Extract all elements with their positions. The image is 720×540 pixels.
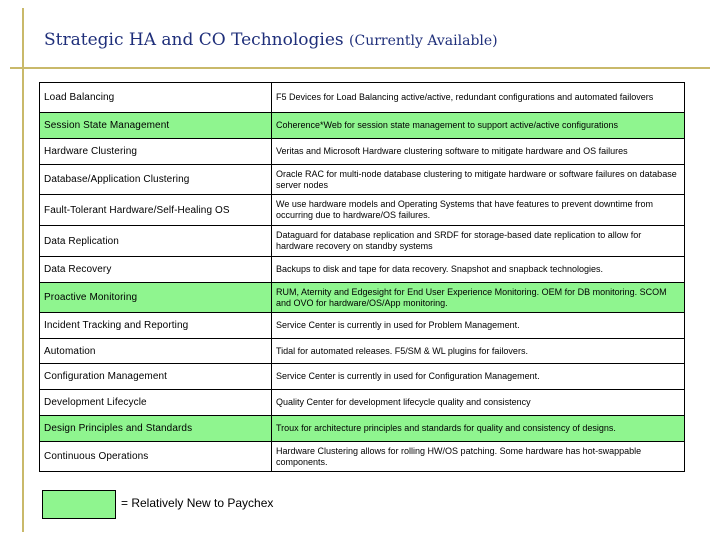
technology-description: RUM, Aternity and Edgesight for End User Experience Monitoring. OEM for DB monitoring. SCOM and OVO for hardware/OS/App monitoring. [272,283,685,313]
technology-name: Database/Application Clustering [40,165,272,195]
table-row [40,226,685,257]
table-row [40,195,685,226]
table-row [40,416,685,442]
table-row [40,364,685,390]
page-title [44,30,498,50]
table-row [40,339,685,364]
legend-label: = Relatively New to Paychex [121,496,274,510]
title-main: Strategic HA and CO Technologies [44,30,344,50]
technology-name: Design Principles and Standards [40,416,272,442]
horizontal-rule [10,67,710,69]
technology-description: Hardware Clustering allows for rolling HW/OS patching. Some hardware has hot-swappable components. [272,442,685,472]
table-row [40,313,685,339]
technologies-table [39,82,685,472]
technology-name: Load Balancing [40,83,272,113]
technology-description: Backups to disk and tape for data recovery. Snapshot and snapback technologies. [272,257,685,283]
technology-name: Automation [40,339,272,364]
technology-description: Coherence*Web for session state management to support active/active configurations [272,113,685,139]
technology-name: Data Recovery [40,257,272,283]
technology-description: Service Center is currently in used for Problem Management. [272,313,685,339]
technology-description: F5 Devices for Load Balancing active/active, redundant configurations and automated failovers [272,83,685,113]
technology-description: Oracle RAC for multi-node database clustering to mitigate hardware or software failures on database server nodes [272,165,685,195]
table-row [40,442,685,472]
technology-name: Session State Management [40,113,272,139]
table-row [40,283,685,313]
technology-description: Veritas and Microsoft Hardware clustering software to mitigate hardware and OS failures [272,139,685,165]
table-row [40,139,685,165]
table-row [40,165,685,195]
technology-description: Service Center is currently in used for Configuration Management. [272,364,685,390]
technology-name: Proactive Monitoring [40,283,272,313]
technology-name: Hardware Clustering [40,139,272,165]
table-row [40,390,685,416]
technology-description: Dataguard for database replication and SRDF for storage-based date replication to allow for hardware recovery on standby systems [272,226,685,257]
table-row [40,83,685,113]
legend-swatch [42,490,116,519]
technology-name: Fault-Tolerant Hardware/Self-Healing OS [40,195,272,226]
title-sub: (Currently Available) [349,33,498,49]
table-row [40,257,685,283]
vertical-rule [22,8,24,532]
technology-description: Tidal for automated releases. F5/SM & WL plugins for failovers. [272,339,685,364]
technology-description: We use hardware models and Operating Systems that have features to prevent downtime from occurring due to hardware/OS failures. [272,195,685,226]
technology-name: Development Lifecycle [40,390,272,416]
technology-name: Incident Tracking and Reporting [40,313,272,339]
technology-description: Quality Center for development lifecycle quality and consistency [272,390,685,416]
technology-name: Continuous Operations [40,442,272,472]
technology-name: Data Replication [40,226,272,257]
table-row [40,113,685,139]
technology-description: Troux for architecture principles and standards for quality and consistency of designs. [272,416,685,442]
technology-name: Configuration Management [40,364,272,390]
